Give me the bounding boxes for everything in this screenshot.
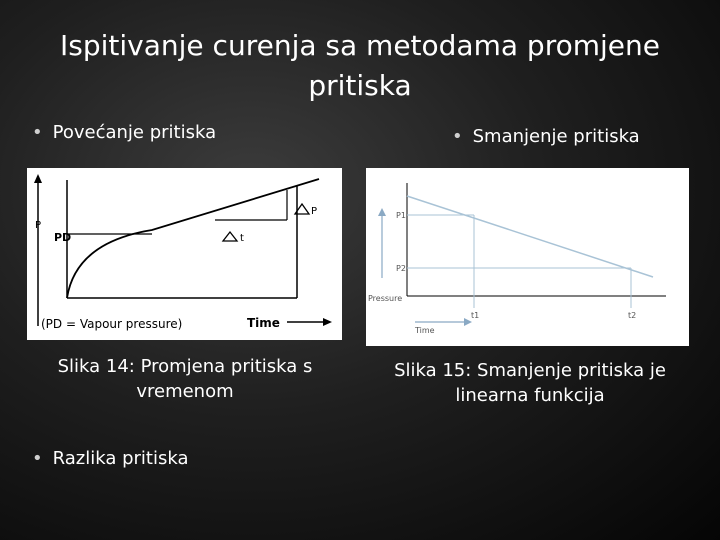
bullet-left <box>32 122 216 143</box>
figure-pressure-increase-svg <box>27 168 342 340</box>
p2-label: P2 <box>396 264 406 273</box>
y-axis-label: Pressure <box>368 294 403 303</box>
bullet-right-text: Smanjenje pritiska <box>472 126 640 147</box>
figure-pressure-decrease <box>366 168 689 346</box>
x-axis-label: Time <box>415 326 435 335</box>
figure-pressure-decrease-svg <box>366 168 689 346</box>
y-axis-arrow-icon <box>34 174 42 183</box>
slide-title: Ispitivanje curenja sa metodama promjene pritiska <box>60 29 660 102</box>
caption-right: Slika 15: Smanjenje pritiska je linearna funkcija <box>394 360 666 406</box>
t1-label: t1 <box>471 311 480 320</box>
bullet-dot-icon: • <box>32 122 43 143</box>
p1-label: P1 <box>396 211 406 220</box>
y-axis-arrow-icon <box>378 208 386 216</box>
bullet-left-text: Povećanje pritiska <box>52 122 217 143</box>
y-axis-label: P <box>35 220 42 231</box>
delta-t-triangle-icon <box>223 232 237 241</box>
bullet-dot-icon: • <box>452 126 463 147</box>
pressure-decay-line <box>407 196 653 277</box>
pd-label: PD <box>54 231 72 244</box>
delta-t-label: t <box>240 233 244 244</box>
vapour-pressure-legend: (PD = Vapour pressure) <box>41 317 183 331</box>
caption-left: Slika 14: Promjena pritiska s vremenom <box>57 356 313 402</box>
bullet-bottom-text: Razlika pritiska <box>52 448 189 469</box>
x-axis-arrow-icon <box>323 318 332 326</box>
t2-label: t2 <box>628 311 637 320</box>
bullet-bottom <box>32 448 188 469</box>
figure-pressure-increase <box>27 168 342 340</box>
x-axis-label: Time <box>247 316 280 330</box>
pressure-curve <box>67 179 319 298</box>
bullet-right <box>452 126 640 147</box>
delta-p-label: P <box>311 206 318 217</box>
bullet-dot-icon: • <box>32 448 43 469</box>
